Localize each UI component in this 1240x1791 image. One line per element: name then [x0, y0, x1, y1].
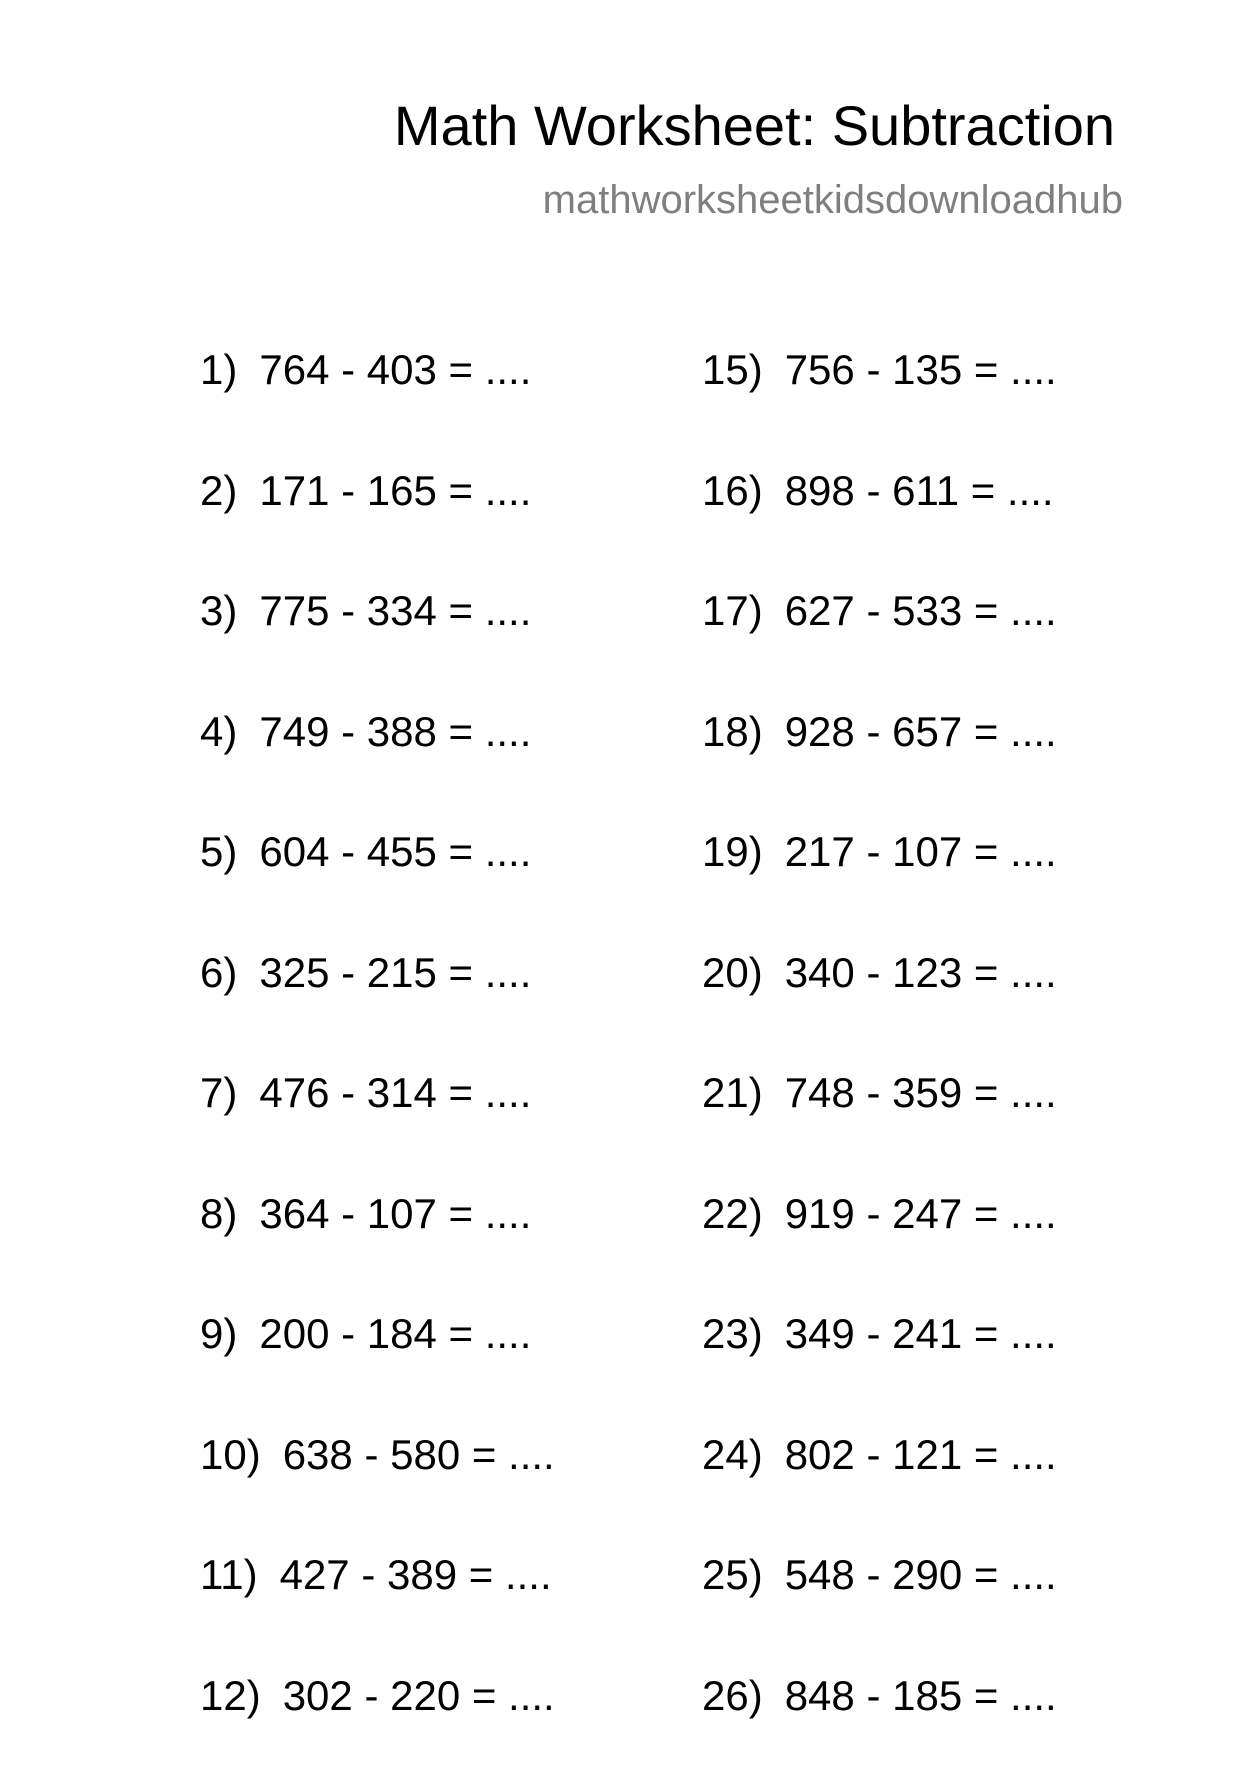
problem-item [200, 1671, 555, 1791]
problem-expression: 748 - 359 = .... [785, 1068, 1057, 1118]
problem-expression: 604 - 455 = .... [259, 827, 531, 877]
problem-number: 5) [200, 827, 237, 877]
problem-number: 23) [702, 1309, 763, 1359]
problem-item [200, 827, 555, 948]
problem-number: 3) [200, 586, 237, 636]
problem-expression: 764 - 403 = .... [259, 345, 531, 395]
problem-item [200, 1309, 555, 1430]
problem-expression: 340 - 123 = .... [785, 948, 1057, 998]
problem-number: 11) [200, 1550, 258, 1600]
problem-number: 12) [200, 1671, 261, 1721]
problem-expression: 919 - 247 = .... [785, 1189, 1057, 1239]
problem-expression: 349 - 241 = .... [785, 1309, 1057, 1359]
problem-number: 21) [702, 1068, 763, 1118]
problem-number: 8) [200, 1189, 237, 1239]
problem-number: 9) [200, 1309, 237, 1359]
problem-item [702, 345, 1057, 466]
problem-item [702, 586, 1057, 707]
problem-item [702, 466, 1057, 587]
problem-item [200, 707, 555, 828]
problem-item [200, 1068, 555, 1189]
problem-expression: 476 - 314 = .... [259, 1068, 531, 1118]
problem-item [200, 345, 555, 466]
problem-expression: 427 - 389 = .... [280, 1550, 552, 1600]
problem-expression: 364 - 107 = .... [259, 1189, 531, 1239]
problem-item [702, 1189, 1057, 1310]
problem-expression: 749 - 388 = .... [259, 707, 531, 757]
problem-expression: 302 - 220 = .... [283, 1671, 555, 1721]
problem-expression: 638 - 580 = .... [283, 1430, 555, 1480]
problem-expression: 171 - 165 = .... [259, 466, 531, 516]
problems-column-left [200, 345, 555, 1791]
problem-number: 22) [702, 1189, 763, 1239]
problems-column-right [702, 345, 1057, 1791]
problem-item [702, 948, 1057, 1069]
problem-number: 24) [702, 1430, 763, 1480]
problem-number: 7) [200, 1068, 237, 1118]
problem-item [702, 1068, 1057, 1189]
problem-item [200, 1189, 555, 1310]
worksheet-source: mathworksheetkidsdownloadhub [394, 176, 1123, 224]
problem-item [702, 1309, 1057, 1430]
problem-expression: 802 - 121 = .... [785, 1430, 1057, 1480]
problem-number: 1) [200, 345, 237, 395]
problem-item [200, 1430, 555, 1551]
problem-item [200, 586, 555, 707]
problem-item [702, 1430, 1057, 1551]
problem-number: 19) [702, 827, 763, 877]
problem-number: 2) [200, 466, 237, 516]
problem-expression: 898 - 611 = .... [785, 466, 1054, 516]
problem-item [702, 1550, 1057, 1671]
problem-item [200, 1550, 555, 1671]
problem-number: 15) [702, 345, 763, 395]
problem-number: 4) [200, 707, 237, 757]
problem-number: 10) [200, 1430, 261, 1480]
worksheet-title: Math Worksheet: Subtraction [394, 92, 1115, 160]
problem-number: 16) [702, 466, 763, 516]
problem-number: 18) [702, 707, 763, 757]
problem-expression: 928 - 657 = .... [785, 707, 1057, 757]
problem-expression: 756 - 135 = .... [785, 345, 1057, 395]
problem-number: 26) [702, 1671, 763, 1721]
problem-number: 25) [702, 1550, 763, 1600]
worksheet-header [394, 92, 1115, 224]
problem-expression: 848 - 185 = .... [785, 1671, 1057, 1721]
problem-number: 20) [702, 948, 763, 998]
problem-item [702, 1671, 1057, 1791]
problem-number: 17) [702, 586, 763, 636]
problem-number: 6) [200, 948, 237, 998]
problem-expression: 775 - 334 = .... [259, 586, 531, 636]
problem-item [702, 707, 1057, 828]
problem-item [702, 827, 1057, 948]
problem-item [200, 948, 555, 1069]
problem-expression: 325 - 215 = .... [259, 948, 531, 998]
problem-expression: 200 - 184 = .... [259, 1309, 531, 1359]
problem-item [200, 466, 555, 587]
problem-expression: 548 - 290 = .... [785, 1550, 1057, 1600]
problem-expression: 627 - 533 = .... [785, 586, 1057, 636]
problem-expression: 217 - 107 = .... [785, 827, 1057, 877]
